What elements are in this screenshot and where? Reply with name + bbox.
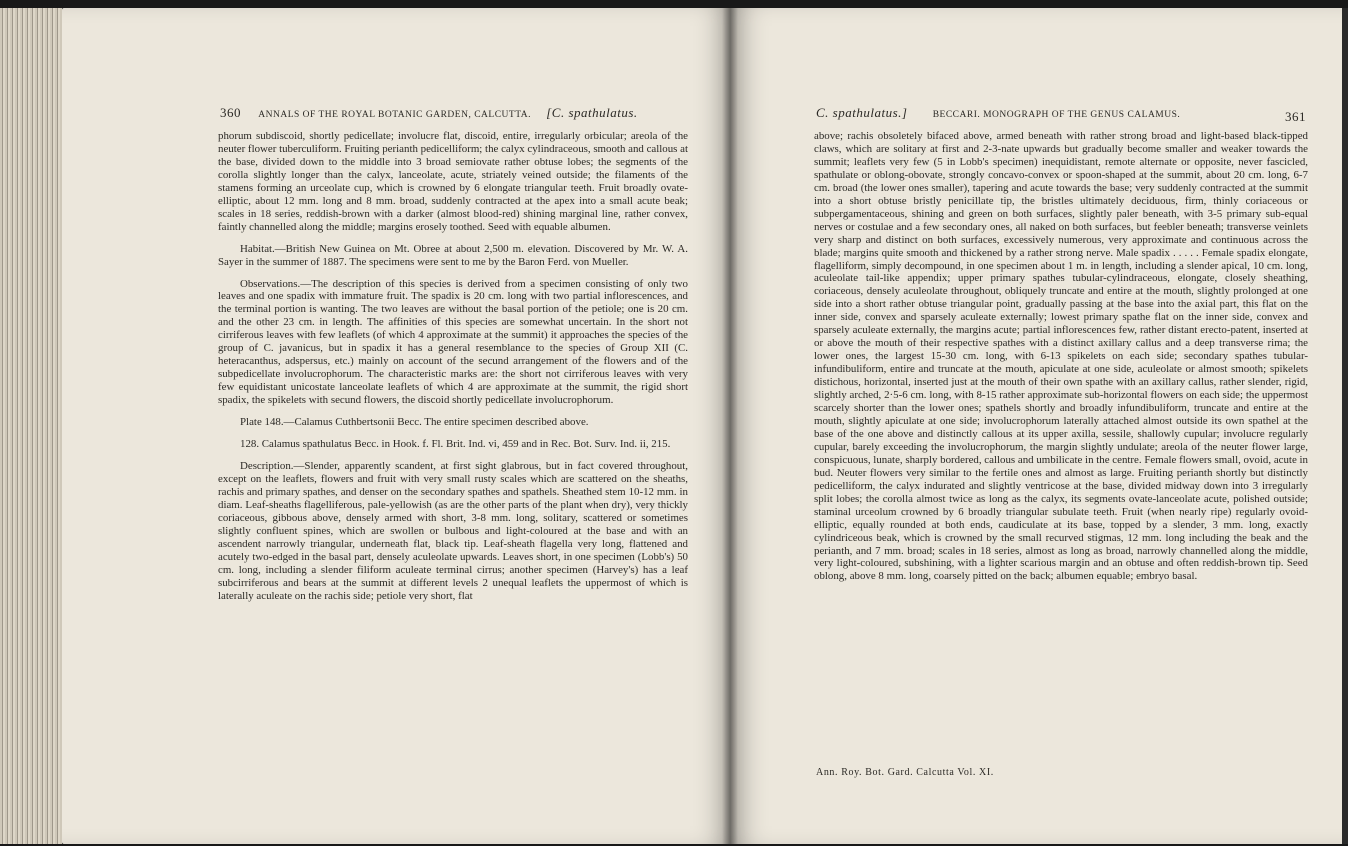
paragraph-description: Description.—Slender, apparently scandent, at first sight glabrous, but in fact covered throughout, except on the leaflets, flowers and fruit with very small rusty scales which are scattered on the sheaths, rachis and primary spathes, and denser on the secondary spathes and spathels. Sheathed stem 10-12 mm. in diam. Leaf-sheaths flagelliferous, pale-yellowish (as are the other parts of the plant when dry), very thickly coriaceous, gibbous above, densely armed with short, 3-8 mm. long, solitary, scattered or sometimes slightly confluent spines, which are swollen or bulbous and light-coloured at the base and with an ascendent narrowly triangular, underneath flat, black tip. Leaf-sheath flagella very long, flattened and acutely two-edged in the basal part, densely aculeolate upwards. Leaves short, in one specimen (Lobb's) 50 cm. long, including a slender filiform aculeate terminal cirrus; another specimen (Harvey's) has a leaf subcirriferous and bears at the summit at different levels 2 unequal leaflets the uppermost of which is laterally aculeate on the rachis side; petiole very short, flat xyxy=(218,459,688,602)
right-text-column xyxy=(814,130,1308,583)
left-page-number: 360 xyxy=(220,105,241,120)
paragraph-habitat: Habitat.—British New Guinea on Mt. Obree at about 2,500 m. elevation. Discovered by Mr. W. A. Sayer in the summer of 1887. The specimens were sent to me by the Baron Ferd. von Mueller. xyxy=(218,242,688,268)
left-running-header xyxy=(220,105,690,121)
right-running-species: C. spathulatus.] xyxy=(816,105,908,120)
right-edge xyxy=(1342,8,1348,844)
page-footer: Ann. Roy. Bot. Gard. Calcutta Vol. XI. xyxy=(816,767,994,778)
left-text-column xyxy=(218,130,688,602)
page-edge-stack xyxy=(0,8,62,844)
paragraph-description-continued: phorum subdiscoid, shortly pedicellate; involucre flat, discoid, entire, irregularly orbicular; areola of the neuter flower tuberculiform. Fruiting perianth pedicelliform; the calyx cylindraceous, smooth and callous at the base, divided down to the middle into 3 broad semiovate rather obtuse lobes; the segments of the corolla slightly longer than the calyx, lanceolate, acute, striately veined outside; the filaments of the stamens forming an urceolate cup, which is crowned by 6 elongate triangular teeth. Fruit broadly ovate-elliptic, about 12 mm. long and 8 mm. broad, suddenly contracted at the apex into a small acute beak; scales in 18 series, reddish-brown with a darker (almost blood-red) shining marginal line, rather convex, faintly channelled along the middle; margins erosely toothed. Seed with equable albumen. xyxy=(218,130,688,233)
left-running-title: ANNALS OF THE ROYAL BOTANIC GARDEN, CALCUTTA. xyxy=(258,110,531,120)
right-page-number: 361 xyxy=(1285,109,1306,124)
book-gutter xyxy=(722,8,738,844)
right-page xyxy=(730,8,1342,844)
species-heading: 128. Calamus spathulatus Becc. in Hook. f. Fl. Brit. Ind. vi, 459 and in Rec. Bot. Surv. Ind. ii, 215. xyxy=(240,438,671,451)
paragraph-description-right: above; rachis obsoletely bifaced above, armed beneath with rather strong broad and light-based black-tipped claws, which are solitary at first and 2-3-nate upwards but gradually become smaller and weaker towards the summit; leaflets very few (5 in Lobb's specimen) inequidistant, remote alternate or opposite, never fascicled, spathulate or oblong-obovate, strongly concavo-convex or spoon-shaped at the summit, about 20 cm. long, 6-7 cm. broad (the lower ones smaller), tapering and acute towards the base; very suddenly contracted at the summit into a short obtuse bristly penicillate tip, the bristles ultimately deciduous, firm, thinly coriaceous or subpergamentaceous, shining and green on both surfaces, slightly paler beneath, with 3-5 primary sub-equal nerves or costulae and a few secondary ones, all naked on both surfaces, but feebler beneath; transverse veinlets very sharp and distinct on both surfaces, excessively numerous, very approximate and continuous across the blade; margins quite smooth and thickened by a rather strong nerve. Male spadix . . . . . Female spadix elongate, flagelliform, simply decompound, in one specimen about 1 m. in length, including a slender apical, 10 cm. long, aculeolate tail-like appendix; upper primary spathes tubular-cylindraceous, elongate, closely sheathing, coriaceous, densely aculeolate throughout, obliquely truncate and entire at the mouth, slightly prolonged at one side into a short rather obtuse triangular point, gradually passing at the base into the axial part, this flat on the inner side, convex and sparsely aculeate externally; lowest primary spathe flat on the inner side, convex and sparsely aculeate externally, the margins acute; partial inflorescences few, rather distant erecto-patent, inserted at or above the mouth of their respective spathes with a distinct axillary callus and a deep transverse rima; the lower ones, the largest 15-30 cm. long, with 6-13 spikelets on each side; secondary spathes tubular-infundibuliform, entire and truncate at the mouth, apiculate at one side, aculeolate or almost smooth; spikelets distichous, horizontal, inserted just at the mouth of their own spathe with an axillary callus, rather slender, rigid, slightly arched, 2·5-6 cm. long, with 8-15 rather approximate sub-horizontal flowers on each side; the uppermost scarcely shorter than the lower ones; spathels shortly and broadly infundibuliform, truncate and entire at the mouth, slightly apiculate at one side; involucrophorum laterally attached almost outside its own spathel at the base of the one above and distinctly callous at its upper axilla, sessile, shallowly cupular; involucre regularly cupular, barely exceeding the involucrophorum, the margin slightly undulate; areola of the neuter flower large, conspicuous, lunate, sharply bordered, callous and umbilicate in the centre. Female flowers small, ovoid, acute in bud. Neuter flowers very similar to the fertile ones and almost as large. Fruiting perianth shortly but distinctly pedicelliform, the calyx indurated and slightly ventricose at the base, divided midway down into 3 irregularly split lobes; the corolla almost twice as long as the calyx, its segments ovate-lanceolate acute, polished outside; staminal urceolum crowned by 6 broadly triangular subulate teeth. Fruit (when nearly ripe) regularly ovoid-elliptic, equally rounded at both ends, caudiculate at its base, topped by a slender, 3 mm. long, exactly cylindriceous beak, which is crowned by the small recurved stigmas, 12 mm. long including the beak and the perianth, and 7 mm. broad; scales in 18 series, almost as long as broad, narrowly channelled along the middle, very light-coloured, subshining, with a lighter scarious margin and an obtuse and often reddish-brown tip. Seed oblong, above 8 mm. long, coarsely pitted on the back; albumen equable; embryo basal. xyxy=(814,130,1308,583)
paragraph-plate-note: Plate 148.—Calamus Cuthbertsonii Becc. The entire specimen described above. xyxy=(240,416,589,429)
paragraph-observations: Observations.—The description of this species is derived from a specimen consisting of only two leaves and one spadix with immature fruit. The spadix is 20 cm. long with two partial inflorescences, and the terminal portion is wanting. The two leaves are without the basal portion of the petiole; one is 20 cm. and the other 23 cm. in length. The affinities of this species are somewhat uncertain. In the short not cirriferous leaves with few leaflets (of which 4 approximate at the summit) it approaches the species of the group of C. javanicus, but in spadix it has a general resemblance to the species of Group XII (C. heteracanthus, adspersus, etc.) mainly on account of the secund arrangement of the flowers and of the subpedicellate involucrophorum. The characteristic marks are: the short not cirriferous leaves with very few equidistant unicostate lanceolate leaflets of which 4 are approximate at the summit, the rigid short spadix, the spikelets with secund flowers, the discoid shortly pedicellate involucrophorum. xyxy=(218,277,688,407)
right-running-header xyxy=(816,105,1306,124)
left-running-species: [C. spathulatus. xyxy=(546,105,638,120)
left-page xyxy=(62,8,730,844)
right-running-title: BECCARI. MONOGRAPH OF THE GENUS CALAMUS. xyxy=(932,110,1181,120)
